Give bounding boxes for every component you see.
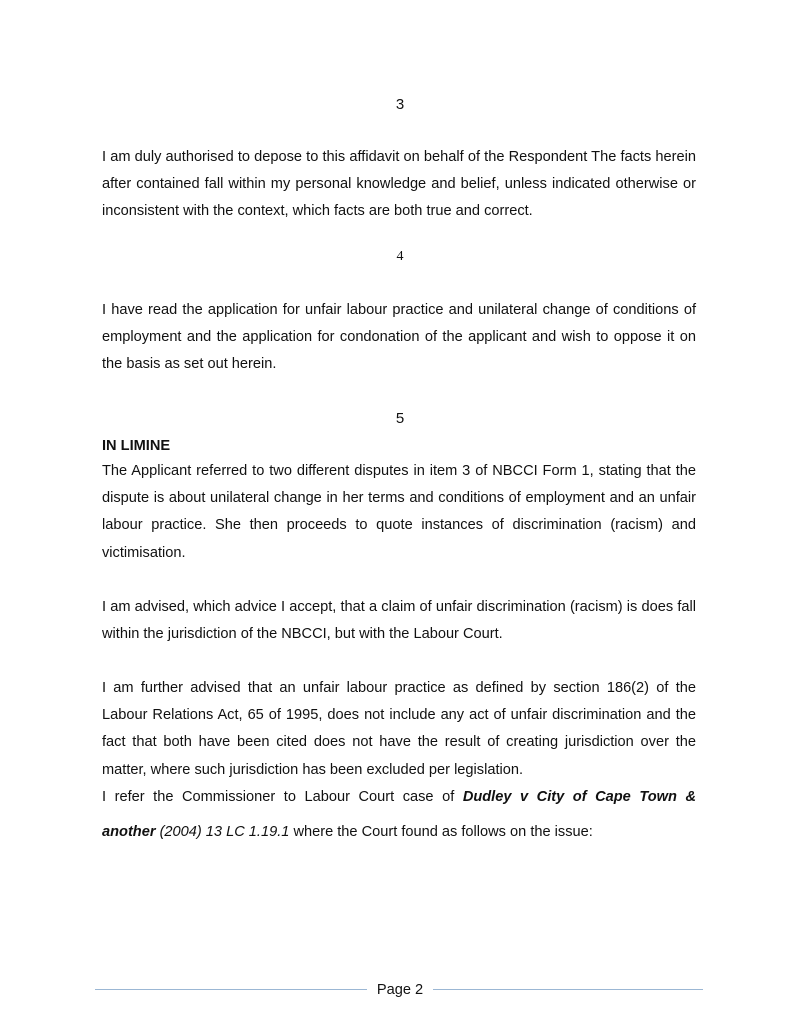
case-citation: (2004) 13 LC 1.19.1 [155, 824, 290, 841]
footer-rule-right [433, 989, 703, 990]
paragraph-5d-line-1 [102, 784, 696, 811]
paragraph-number-5: 5 [395, 410, 405, 427]
paragraph-5d [102, 784, 696, 846]
paragraph-4: I have read the application for unfair labour practice and unilateral change of conditions of employment and the application for condonation of the applicant and wish to oppose it on the basis as set out herein. [102, 302, 696, 373]
paragraph-number-4: 4 [396, 249, 404, 264]
paragraph-5d-line-2 [102, 819, 696, 846]
paragraph-number-3: 3 [395, 96, 405, 113]
paragraph-5d-tail: where the Court found as follows on the issue: [289, 824, 593, 841]
paragraph-5b: I am advised, which advice I accept, that a claim of unfair discrimination (racism) is does fall within the jurisdiction of the NBCCI, but with the Labour Court. [102, 599, 696, 643]
paragraph-5c: I am further advised that an unfair labour practice as defined by section 186(2) of the Labour Relations Act, 65 of 1995, does not include any act of unfair discrimination and the fact that both have been cited does not have the result of creating jurisdiction over the matter, where such jurisdiction has been excluded per legislation. [102, 680, 696, 778]
paragraph-5d-lead: I refer the Commissioner to Labour Court case of [102, 789, 463, 805]
paragraph-5a: The Applicant referred to two different disputes in item 3 of NBCCI Form 1, stating that the dispute is about unilateral change in her terms and conditions of employment and an unfair labour practice. She then proceeds to quote instances of discrimination (racism) and victimisation. [102, 463, 696, 561]
paragraph-3: I am duly authorised to depose to this affidavit on behalf of the Respondent The facts herein after contained fall within my personal knowledge and belief, unless indicated otherwise or inconsistent with the context, which facts are both true and correct. [102, 149, 696, 220]
case-name-part-2: another [102, 824, 156, 841]
heading-in-limine: IN LIMINE [102, 438, 171, 454]
footer-rule-left [95, 989, 367, 990]
case-name-part-1: Dudley v City of Cape Town & [462, 789, 696, 805]
page-number: Page 2 [376, 982, 424, 998]
